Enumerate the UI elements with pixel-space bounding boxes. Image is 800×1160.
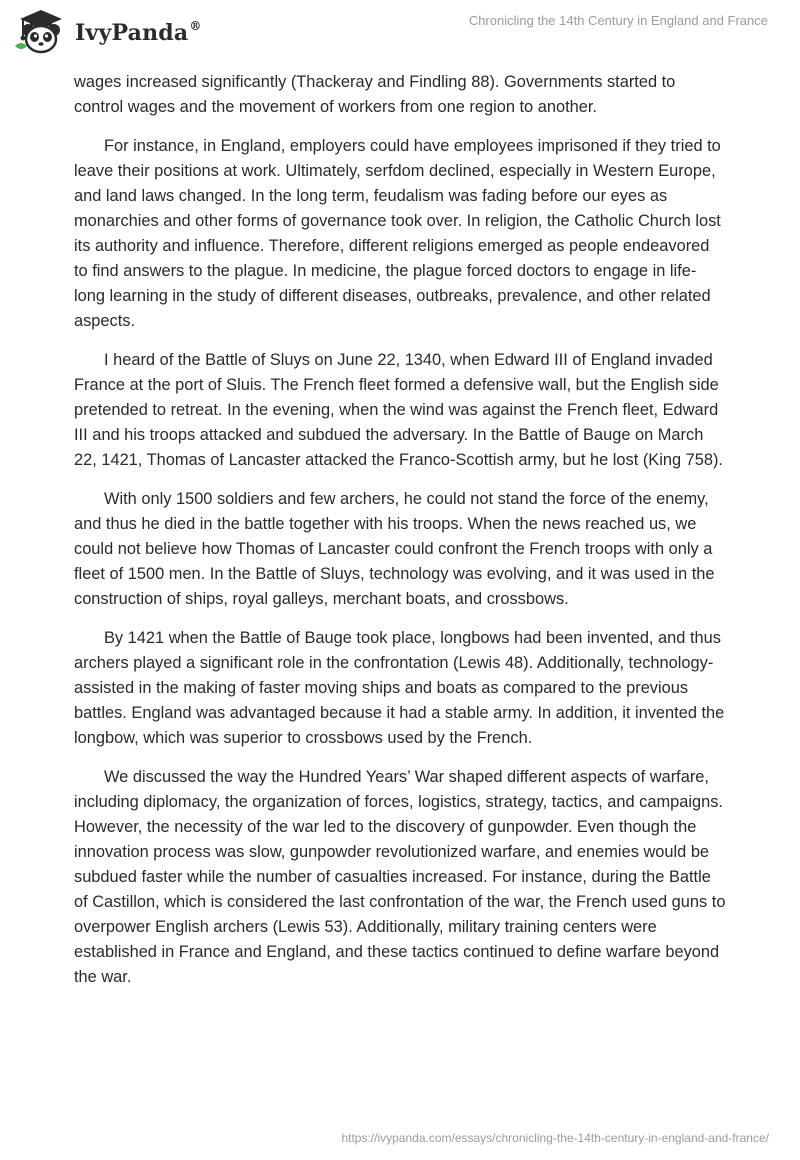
paragraph-1: wages increased significantly (Thackeray and Findling 88). Governments started to control wages and the movement of workers from one region to another. bbox=[74, 73, 676, 116]
paragraph-4: With only 1500 soldiers and few archers, he could not stand the force of the enemy, and thus he died in the battle together with his troops. When the news reached us, we could not believe how Thomas of Lancaster could confront the French troops with only a fleet of 1500 men. In the Battle of Sluys, technology was evolving, and it was used in the construction of ships, royal galleys, merchant boats, and crossbows. bbox=[74, 490, 715, 608]
source-url[interactable]: https://ivypanda.com/essays/chronicling-the-14th-century-in-england-and-france/ bbox=[341, 1131, 769, 1145]
paragraph-2: For instance, in England, employers could have employees imprisoned if they tried to leave their positions at work. Ultimately, serfdom declined, especially in Western Europe, and land laws changed. In the long term, feudalism was fading before our eyes as monarchies and other forms of governance took over. In religion, the Catholic Church lost its authority and influence. Therefore, different religions emerged as people endeavored to find answers to the plague. In medicine, the plague forced doctors to engage in life-long learning in the study of different diseases, outbreaks, prevalence, and other related aspects. bbox=[74, 137, 721, 330]
paragraph-5: By 1421 when the Battle of Bauge took place, longbows had been invented, and thus archers played a significant role in the confrontation (Lewis 48). Additionally, technology-assisted in the making of faster moving ships and boats as compared to the previous battles. England was advantaged because it had a stable army. In addition, it invented the longbow, which was superior to crossbows used by the French. bbox=[74, 629, 725, 747]
panda-graduation-cap-icon bbox=[13, 6, 69, 56]
registered-mark: ® bbox=[189, 19, 202, 33]
essay-body bbox=[74, 70, 726, 1004]
page-header bbox=[0, 0, 800, 66]
paragraph-6: We discussed the way the Hundred Years’ War shaped different aspects of warfare, including diplomacy, the organization of forces, logistics, strategy, tactics, and campaigns. However, the necessity of the war led to the discovery of gunpowder. Even though the innovation process was slow, gunpowder revolutionized warfare, and enemies would be subdued faster while the number of casualties increased. For instance, during the Battle of Castillon, which is considered the last confrontation of the war, the French used guns to overpower English archers (Lewis 53). Additionally, military training centers were established in France and England, and these tactics continued to define warfare beyond the war. bbox=[74, 768, 726, 986]
ivypanda-logo[interactable] bbox=[13, 6, 202, 56]
paragraph-3: I heard of the Battle of Sluys on June 22, 1340, when Edward III of England invaded France at the port of Sluis. The French fleet formed a defensive wall, but the English side pretended to retreat. In the evening, when the wind was against the French fleet, Edward III and his troops attacked and subdued the adversary. In the Battle of Bauge on March 22, 1421, Thomas of Lancaster attacked the Franco-Scottish army, but he lost (King 758). bbox=[74, 351, 723, 469]
document-title: Chronicling the 14th Century in England and France bbox=[468, 13, 768, 28]
brand-name: IvyPanda® bbox=[75, 19, 202, 46]
